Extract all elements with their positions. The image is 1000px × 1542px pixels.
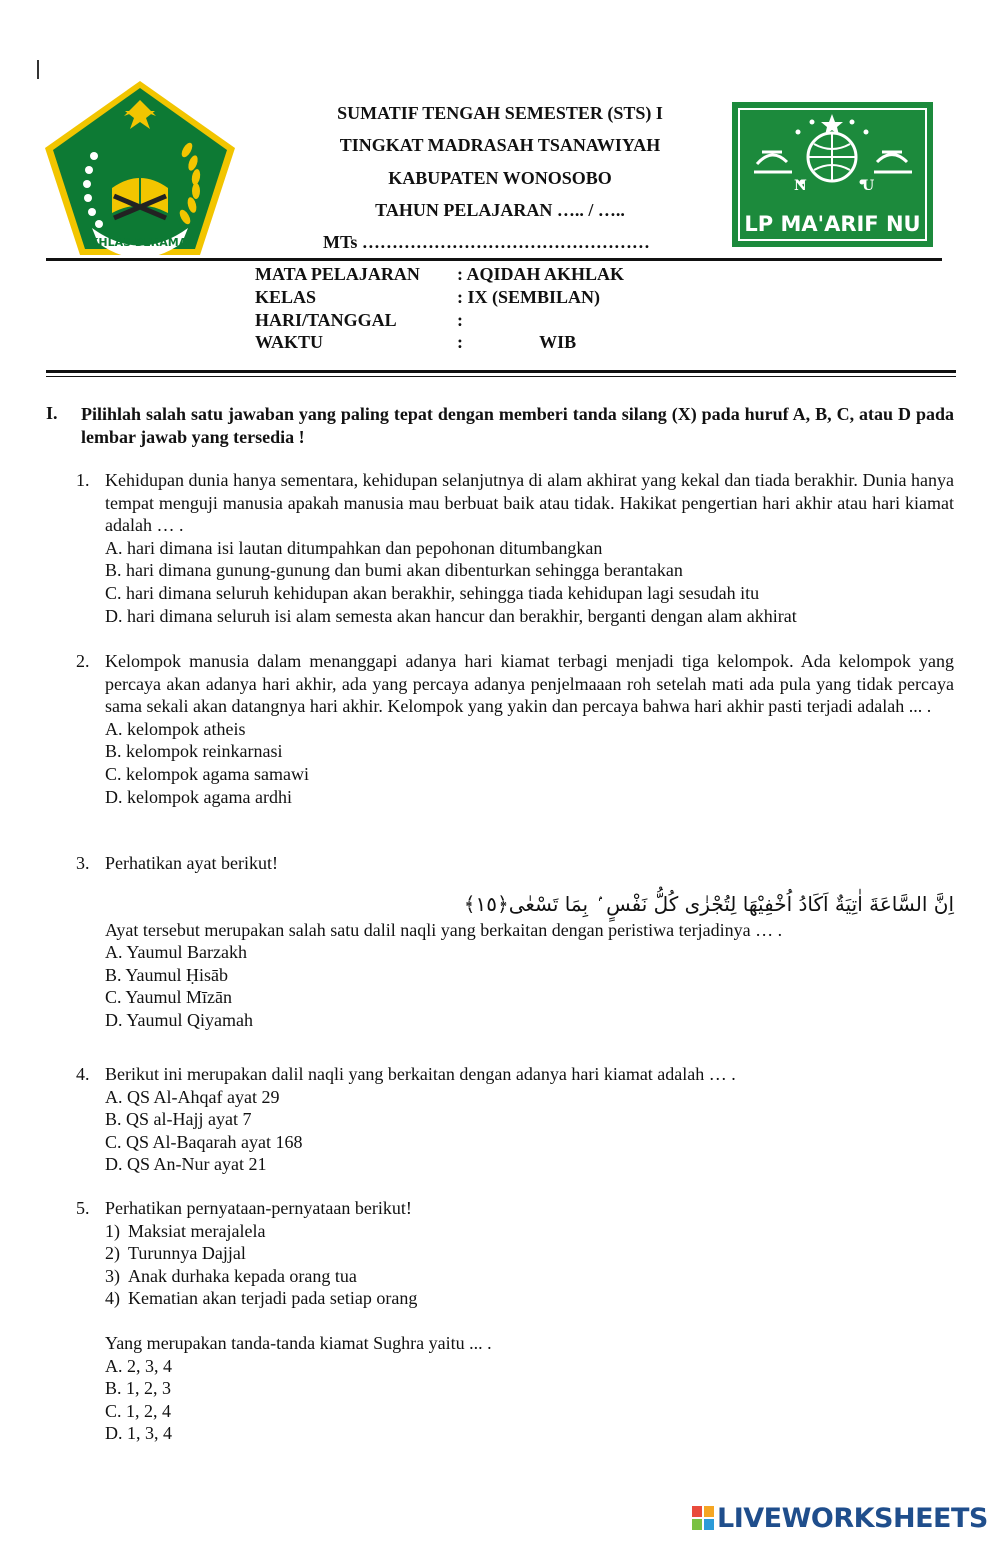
info-value: : WIB	[457, 332, 577, 352]
option-a[interactable]: A. QS Al-Ahqaf ayat 29	[105, 1086, 280, 1107]
question-number: 4.	[76, 1064, 90, 1084]
question-text: Kelompok manusia dalam menanggapi adanya hari kiamat terbagi menjadi tiga kelompok. Ada kelompok yang percaya akan adanya hari akhir, ada yang percaya adanya penjelmaaan roh setelah mati ada pula yang tidak percaya sama sekali akan datangnya hari akhir. Kelompok yang yakin dan percaya bahwa hari akhir pasti terjadi adalah ... .	[105, 651, 954, 717]
liveworksheets-text: LIVEWORKSHEETS	[717, 1503, 988, 1534]
option-c[interactable]: C. 1, 2, 4	[105, 1400, 172, 1421]
header-line-2: TINGKAT MADRASAH TSANAWIYAH	[339, 135, 661, 155]
header-line-1: SUMATIF TENGAH SEMESTER (STS) I	[337, 103, 663, 123]
info-label: WAKTU	[255, 332, 324, 352]
question-number: 2.	[76, 651, 90, 671]
option-b[interactable]: B. QS al-Hajj ayat 7	[105, 1109, 252, 1130]
statement-item: 4) Kematian akan terjadi pada setiap orang	[105, 1288, 418, 1309]
statement-item: 2) Turunnya Dajjal	[105, 1243, 246, 1264]
info-value: : AQIDAH AKHLAK	[457, 264, 625, 284]
question-5	[76, 1197, 954, 1445]
question-text: Kehidupan dunia hanya sementara, kehidupan selanjutnya di alam akhirat yang kekal dan tiada berakhir. Dunia hanya tempat menguji manusia apakah manusia mau berbuat baik atau tidak. Hakikat pengertian hari akhir atau hari kiamat adalah … .	[105, 470, 954, 536]
question-text-2: Ayat tersebut merupakan salah satu dalil naqli yang berkaitan dengan peristiwa terjadinya … .	[105, 919, 783, 940]
question-text: Perhatikan pernyataan-pernyataan berikut!	[105, 1198, 412, 1218]
question-text: Perhatikan ayat berikut!	[105, 853, 278, 873]
liveworksheets-watermark	[692, 1503, 992, 1533]
lp-maarif-logo-text: LP MA'ARIF NU	[744, 212, 921, 236]
info-label: HARI/TANGGAL	[255, 310, 397, 330]
statement-item: 3) Anak durhaka kepada orang tua	[105, 1265, 357, 1286]
statement-item: 1) Maksiat merajalela	[105, 1220, 266, 1241]
option-b[interactable]: B. 1, 2, 3	[105, 1378, 172, 1399]
lp-maarif-nu-logo	[732, 102, 933, 247]
header-line-5: MTs …………………………………………	[323, 232, 650, 252]
option-a[interactable]: A. kelompok atheis	[105, 718, 246, 739]
option-d[interactable]: D. 1, 3, 4	[105, 1423, 172, 1444]
question-number: 3.	[76, 853, 90, 873]
info-label: KELAS	[255, 287, 317, 307]
question-2	[76, 650, 954, 808]
header-rule	[46, 258, 942, 261]
quran-verse: اِنَّ السَّاعَةَ اٰتِيَةٌ اَكَادُ اُخْفِيْهَا لِتُجْزٰى كُلُّ نَفْسٍ ۢ بِمَا تَسْعٰى﴿١٥﴾	[463, 891, 954, 916]
option-a[interactable]: A. hari dimana isi lautan ditumpahkan dan pepohonan ditumbangkan	[105, 537, 603, 558]
option-b[interactable]: B. hari dimana gunung-gunung dan bumi akan dibenturkan sehingga berantakan	[105, 560, 683, 581]
question-number: 5.	[76, 1198, 90, 1218]
header-line-3: KABUPATEN WONOSOBO	[388, 168, 612, 188]
option-d[interactable]: D. hari dimana seluruh isi alam semesta akan hancur dan berakhir, berganti dengan alam akhirat	[105, 605, 797, 626]
option-b[interactable]: B. Yaumul Ḥisāb	[105, 964, 229, 985]
header-line-4: TAHUN PELAJARAN ….. / …..	[375, 200, 625, 220]
liveworksheets-icon	[692, 1506, 714, 1530]
info-value: :	[457, 310, 463, 330]
question-4	[76, 1063, 954, 1176]
option-a[interactable]: A. Yaumul Barzakh	[105, 942, 247, 963]
info-rule-thin	[46, 376, 956, 377]
option-c[interactable]: C. kelompok agama samawi	[105, 763, 309, 784]
kemenag-logo-text: IKHLAS BERAMAL	[85, 236, 195, 249]
info-value: : IX (SEMBILAN)	[457, 287, 601, 307]
question-3	[76, 852, 954, 1032]
question-text: Berikut ini merupakan dalil naqli yang berkaitan dengan adanya hari kiamat adalah … .	[105, 1064, 736, 1084]
section-instruction: Pilihlah salah satu jawaban yang paling tepat dengan memberi tanda silang (X) pada huruf A, B, C, atau D pada lembar jawab yang tersedia !	[81, 404, 954, 447]
nu-letter-n: N	[794, 178, 807, 194]
option-b[interactable]: B. kelompok reinkarnasi	[105, 741, 283, 762]
option-c[interactable]: C. Yaumul Mīzān	[105, 987, 233, 1008]
option-d[interactable]: D. Yaumul Qiyamah	[105, 1009, 253, 1030]
option-a[interactable]: A. 2, 3, 4	[105, 1355, 172, 1376]
option-c[interactable]: C. QS Al-Baqarah ayat 168	[105, 1131, 303, 1152]
question-1	[76, 469, 954, 627]
kemenag-logo	[42, 78, 238, 258]
cursor-mark	[37, 60, 39, 79]
option-c[interactable]: C. hari dimana seluruh kehidupan akan berakhir, sehingga tiada kehidupan lagi sesudah itu	[105, 582, 760, 603]
nu-letter-u: U	[862, 178, 875, 194]
info-rule-thick	[46, 370, 956, 373]
question-text-2: Yang merupakan tanda-tanda kiamat Sughra yaitu ... .	[105, 1332, 492, 1353]
option-d[interactable]: D. kelompok agama ardhi	[105, 786, 292, 807]
section-number: I.	[46, 403, 58, 423]
exam-header	[255, 0, 745, 260]
question-number: 1.	[76, 470, 90, 490]
option-d[interactable]: D. QS An-Nur ayat 21	[105, 1154, 267, 1175]
info-label: MATA PELAJARAN	[255, 264, 420, 284]
